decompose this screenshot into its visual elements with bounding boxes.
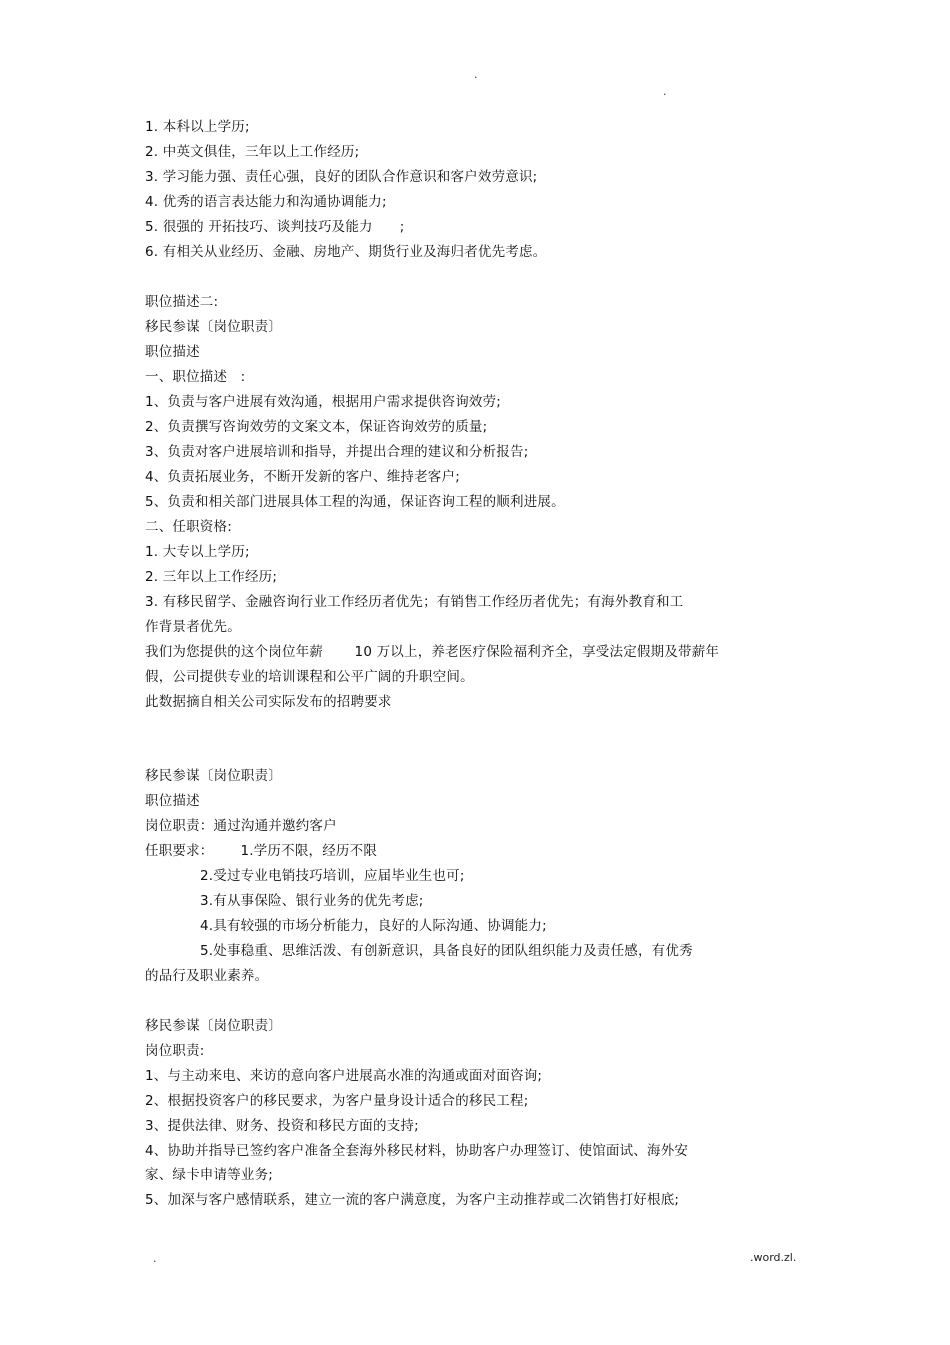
text-line: 6. 有相关从业经历、金融、房地产、期货行业及海归者优先考虑。 (145, 244, 547, 260)
job-title: 移民参谋〔岗位职责〕 (145, 319, 282, 335)
text-line: 4. 优秀的语言表达能力和沟通协调能力; (145, 194, 387, 210)
text-line: 5、加深与客户感情联系，建立一流的客户满意度，为客户主动推荐或二次销售打好根底; (145, 1192, 680, 1208)
text-line: 此数据摘自相关公司实际发布的招聘要求 (145, 694, 392, 710)
text-line: 1. 本科以上学历; (145, 119, 250, 135)
text-line: 1、与主动来电、来访的意向客户进展高水准的沟通或面对面咨询; (145, 1068, 543, 1084)
text-line: 的品行及职业素养。 (145, 968, 269, 984)
text-line: 2. 三年以上工作经历; (145, 569, 278, 585)
text-line: 3. 学习能力强、责任心强，良好的团队合作意识和客户效劳意识; (145, 169, 538, 185)
text-line: 岗位职责: (145, 1043, 205, 1059)
footer-dot: . (153, 1252, 157, 1265)
text-line: 1. 大专以上学历; (145, 544, 250, 560)
text-line: 4.具有较强的市场分析能力，良好的人际沟通、协调能力; (200, 918, 547, 934)
text-line: 任职要求： 1.学历不限，经历不限 (145, 843, 378, 859)
text-line: 二、任职资格: (145, 519, 232, 535)
text-line: 职位描述 (145, 793, 200, 809)
text-line: 5. 很强的 开拓技巧、谈判技巧及能力 ; (145, 219, 405, 235)
text-line: 作背景者优先。 (145, 619, 241, 635)
text-line: 3、提供法律、财务、投资和移民方面的支持; (145, 1118, 419, 1134)
text-line: 3、负责对客户进展培训和指导，并提出合理的建议和分析报告; (145, 444, 529, 460)
text-line: 4、负责拓展业务，不断开发新的客户、维持老客户; (145, 469, 460, 485)
text-line: 岗位职责：通过沟通并邀约客户 (145, 818, 337, 834)
header-dot-left: . (474, 68, 478, 81)
text-line: 5、负责和相关部门进展具体工程的沟通，保证咨询工程的顺利进展。 (145, 494, 565, 510)
text-line: 假，公司提供专业的培训课程和公平广阔的升职空间。 (145, 669, 474, 685)
job-title: 移民参谋〔岗位职责〕 (145, 1018, 282, 1034)
header-dot-right: . (663, 85, 667, 98)
text-line: 5.处事稳重、思维活泼、有创新意识，具备良好的团队组织能力及责任感，有优秀 (200, 943, 693, 959)
text-line: 4、协助并指导已签约客户准备全套海外移民材料，协助客户办理签订、使馆面试、海外安 (145, 1143, 689, 1159)
footer-source: .word.zl. (750, 1251, 797, 1264)
text-line: 2、负责撰写咨询效劳的文案文本，保证咨询效劳的质量; (145, 419, 488, 435)
text-line: 2、根据投资客户的移民要求，为客户量身设计适合的移民工程; (145, 1093, 529, 1109)
job-title: 移民参谋〔岗位职责〕 (145, 768, 282, 784)
text-line: 2.受过专业电销技巧培训，应届毕业生也可; (200, 868, 465, 884)
text-line: 2. 中英文俱佳，三年以上工作经历; (145, 144, 360, 160)
text-line: 家、绿卡申请等业务; (145, 1167, 274, 1183)
text-line: 职位描述 (145, 344, 200, 360)
text-line: 我们为您提供的这个岗位年薪 10 万以上，养老医疗保险福利齐全，享受法定假期及带薪年 (145, 644, 720, 660)
text-line: 1、负责与客户进展有效沟通，根据用户需求提供咨询效劳; (145, 394, 502, 410)
text-line: 3.有从事保险、银行业务的优先考虑; (200, 893, 424, 909)
section-heading: 职位描述二: (145, 294, 219, 310)
text-line: 一、职位描述 : (145, 369, 246, 385)
text-line: 3. 有移民留学、金融咨询行业工作经历者优先；有销售工作经历者优先；有海外教育和工 (145, 594, 684, 610)
